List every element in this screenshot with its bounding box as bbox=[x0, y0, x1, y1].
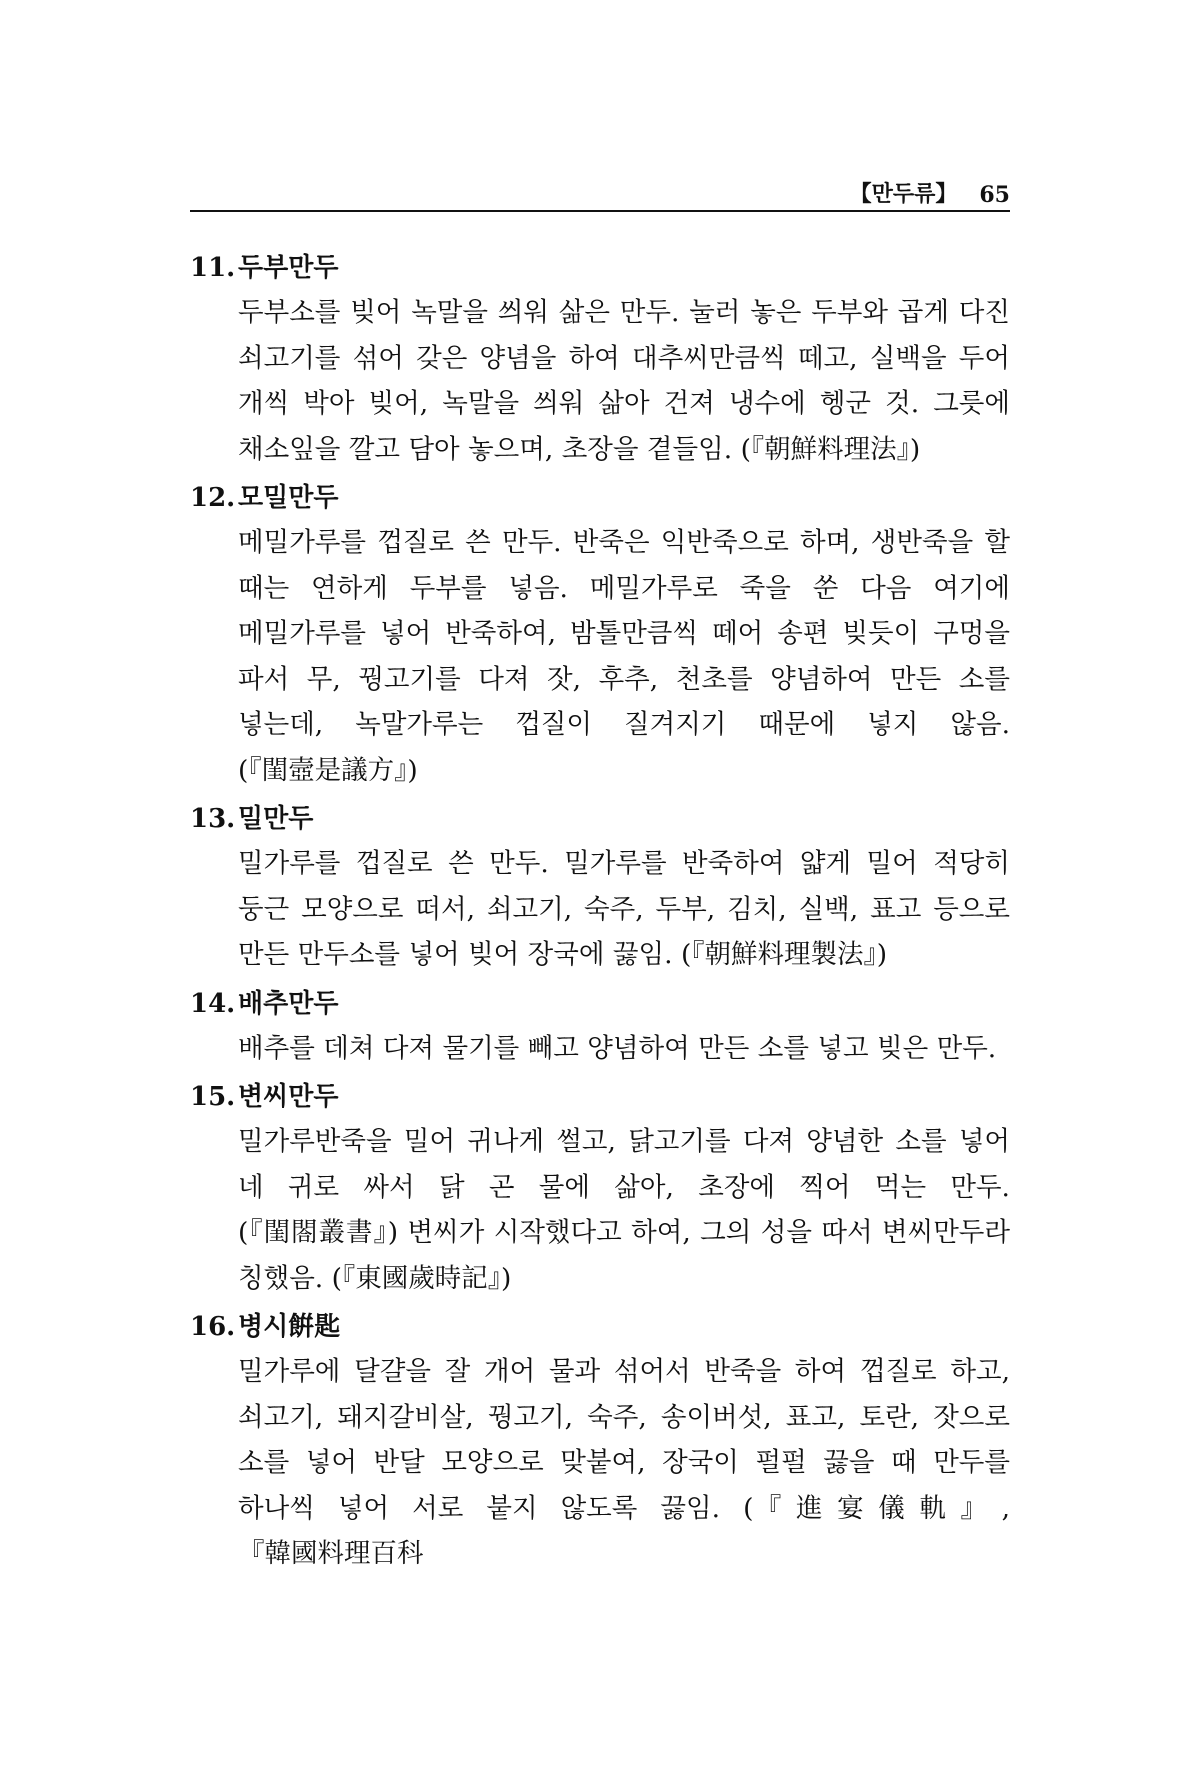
entry-number: 16. bbox=[190, 1312, 236, 1342]
entry-title: 두부만두 bbox=[238, 253, 339, 283]
entry-heading bbox=[190, 982, 1010, 1026]
entry-12 bbox=[190, 476, 1010, 797]
entry-list bbox=[190, 246, 1010, 1581]
entry-title: 모밀만두 bbox=[238, 483, 339, 513]
entry-text: 두부소를 빚어 녹말을 씌워 삶은 만두. 눌러 놓은 두부와 곱게 다진 쇠고기를 섞어 갖은 양념을 하여 대추씨만큼씩 떼고, 실백을 두어 개씩 박아 빚어, 녹말을 씌워 삶아 건져 냉수에 헹군 것. 그릇에 채소잎을 깔고 담아 놓으며, 초장을 곁들임. (『朝鮮料理法』) bbox=[238, 297, 1010, 465]
entry-number: 15. bbox=[190, 1082, 236, 1112]
entry-14 bbox=[190, 982, 1010, 1076]
entry-number: 11. bbox=[190, 253, 236, 283]
entry-heading bbox=[190, 246, 1010, 290]
entry-11 bbox=[190, 246, 1010, 476]
section-title: 【만두류】 bbox=[849, 181, 958, 207]
entry-title: 배추만두 bbox=[238, 988, 339, 1019]
entry-heading bbox=[190, 797, 1010, 841]
entry-15 bbox=[190, 1075, 1010, 1305]
entry-text: 밀가루에 달걀을 잘 개어 물과 섞어서 반죽을 하여 껍질로 하고, 쇠고기, 돼지갈비살, 꿩고기, 숙주, 송이버섯, 표고, 토란, 잣으로 소를 넣어 반달 모양으로 맞붙여, 장국이 펄펄 끓을 때 만두를 하나씩 넣어 서로 붙지 않도록 끓임. (『進宴儀軌』, 『韓國料理百科 bbox=[238, 1356, 1010, 1569]
entry-title: 변씨만두 bbox=[238, 1082, 339, 1112]
entry-title: 병시餠匙 bbox=[238, 1312, 341, 1342]
entry-number: 12. bbox=[190, 483, 236, 513]
header-rule bbox=[190, 210, 1010, 212]
entry-heading bbox=[190, 476, 1010, 520]
entry-number: 13. bbox=[190, 804, 236, 834]
entry-13 bbox=[190, 797, 1010, 982]
page-number: 65 bbox=[979, 182, 1010, 208]
entry-title: 밀만두 bbox=[238, 804, 314, 834]
entry-16 bbox=[190, 1305, 1010, 1581]
entry-number: 14. bbox=[190, 988, 236, 1019]
entry-heading bbox=[190, 1305, 1010, 1349]
entry-text: 밀가루를 껍질로 쓴 만두. 밀가루를 반죽하여 얇게 밀어 적당히 둥근 모양으로 떠서, 쇠고기, 숙주, 두부, 김치, 실백, 표고 등으로 만든 만두소를 넣어 빚어 장국에 끓임. (『朝鮮料理製法』) bbox=[238, 848, 1010, 970]
entry-text: 메밀가루를 껍질로 쓴 만두. 반죽은 익반죽으로 하며, 생반죽을 할 때는 연하게 두부를 넣음. 메밀가루로 죽을 쑨 다음 여기에 메밀가루를 넣어 반죽하여, 밤톨만큼씩 떼어 송편 빚듯이 구멍을 파서 무, 꿩고기를 다져 잣, 후추, 천초를 양념하여 만든 소를 넣는데, 녹말가루는 껍질이 질겨지기 때문에 넣지 않음. (『閨壼是議方』) bbox=[238, 527, 1010, 786]
entry-text: 배추를 데쳐 다져 물기를 빼고 양념하여 만든 소를 넣고 빚은 만두. bbox=[238, 1032, 997, 1064]
entry-text: 밀가루반죽을 밀어 귀나게 썰고, 닭고기를 다져 양념한 소를 넣어 네 귀로 싸서 닭 곤 물에 삶아, 초장에 찍어 먹는 만두. (『閨閤叢書』) 변씨가 시작했다고 하여, 그의 성을 따서 변씨만두라 칭했음. (『東國歲時記』) bbox=[238, 1126, 1010, 1294]
running-head bbox=[190, 168, 1010, 208]
entry-heading bbox=[190, 1075, 1010, 1119]
